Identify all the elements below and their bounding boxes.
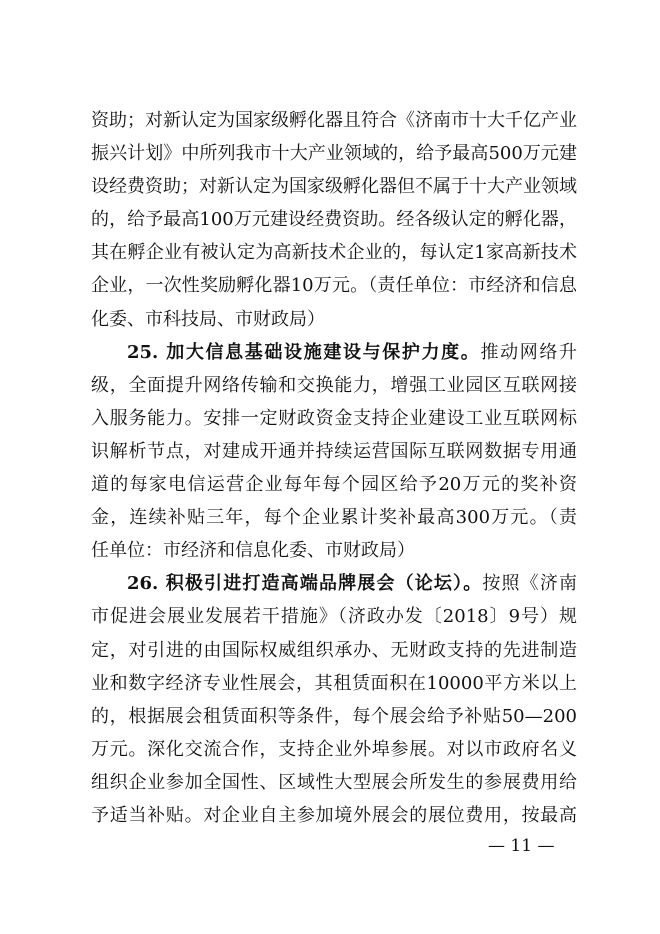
text-line: 入服务能力。安排一定财政资金支持企业建设工业互联网标 [91,407,577,429]
text-line: 的，根据展会租赁面积等条件，每个展会给予补贴50—200 [91,705,577,727]
item-text: 推动网络升 [480,341,577,363]
document-body [91,104,577,832]
item-heading: 26. 积极引进打造高端品牌展会（论坛）。 [127,573,483,595]
item-heading: 25. 加大信息基础设施建设与保护力度。 [127,341,481,363]
paragraph-item-25 [91,336,577,568]
text-line: 任单位：市经济和信息化委、市财政局） [91,540,415,562]
text-line: 定，对引进的由国际权威组织承办、无财政支持的先进制造 [91,639,577,661]
item-first-line [91,567,577,600]
text-line: 其在孵企业有被认定为高新技术企业的，每认定1家高新技术 [91,242,577,264]
text-line: 企业，一次性奖励孵化器10万元。（责任单位：市经济和信息 [91,275,577,297]
text-line: 予适当补贴。对企业自主参加境外展会的展位费用，按最高 [91,804,577,826]
text-line: 振兴计划》中所列我市十大产业领域的，给予最高500万元建 [91,143,577,165]
text-line: 金，连续补贴三年，每个企业累计奖补最高300万元。（责 [91,507,577,529]
text-line: 万元。深化交流合作，支持企业外埠参展。对以市政府名义 [91,738,577,760]
text-line: 识解析节点，对建成开通并持续运营国际互联网数据专用通 [91,440,577,462]
text-line: 道的每家电信运营企业每年每个园区给予20万元的奖补资 [91,474,577,496]
item-text: 按照《济南 [482,573,577,595]
text-line: 资助；对新认定为国家级孵化器且符合《济南市十大千亿产业 [91,110,577,131]
text-line: 化委、市科技局、市财政局） [91,308,325,330]
page-number: — 11 — [488,836,555,856]
paragraph-item-26 [91,567,577,832]
text-line: 级，全面提升网络传输和交换能力，增强工业园区互联网接 [91,374,577,396]
text-line: 设经费资助；对新认定为国家级孵化器但不属于十大产业领域 [91,176,577,198]
text-line: 组织企业参加全国性、区域性大型展会所发生的参展费用给 [91,771,577,793]
text-line: 的，给予最高100万元建设经费资助。经各级认定的孵化器， [91,209,577,231]
paragraph-continued [91,104,577,336]
text-line: 市促进会展业发展若干措施》（济政办发〔2018〕9号）规 [91,606,577,628]
item-first-line [91,336,577,369]
text-line: 业和数字经济专业性展会，其租赁面积在10000平方米以上 [91,672,577,694]
